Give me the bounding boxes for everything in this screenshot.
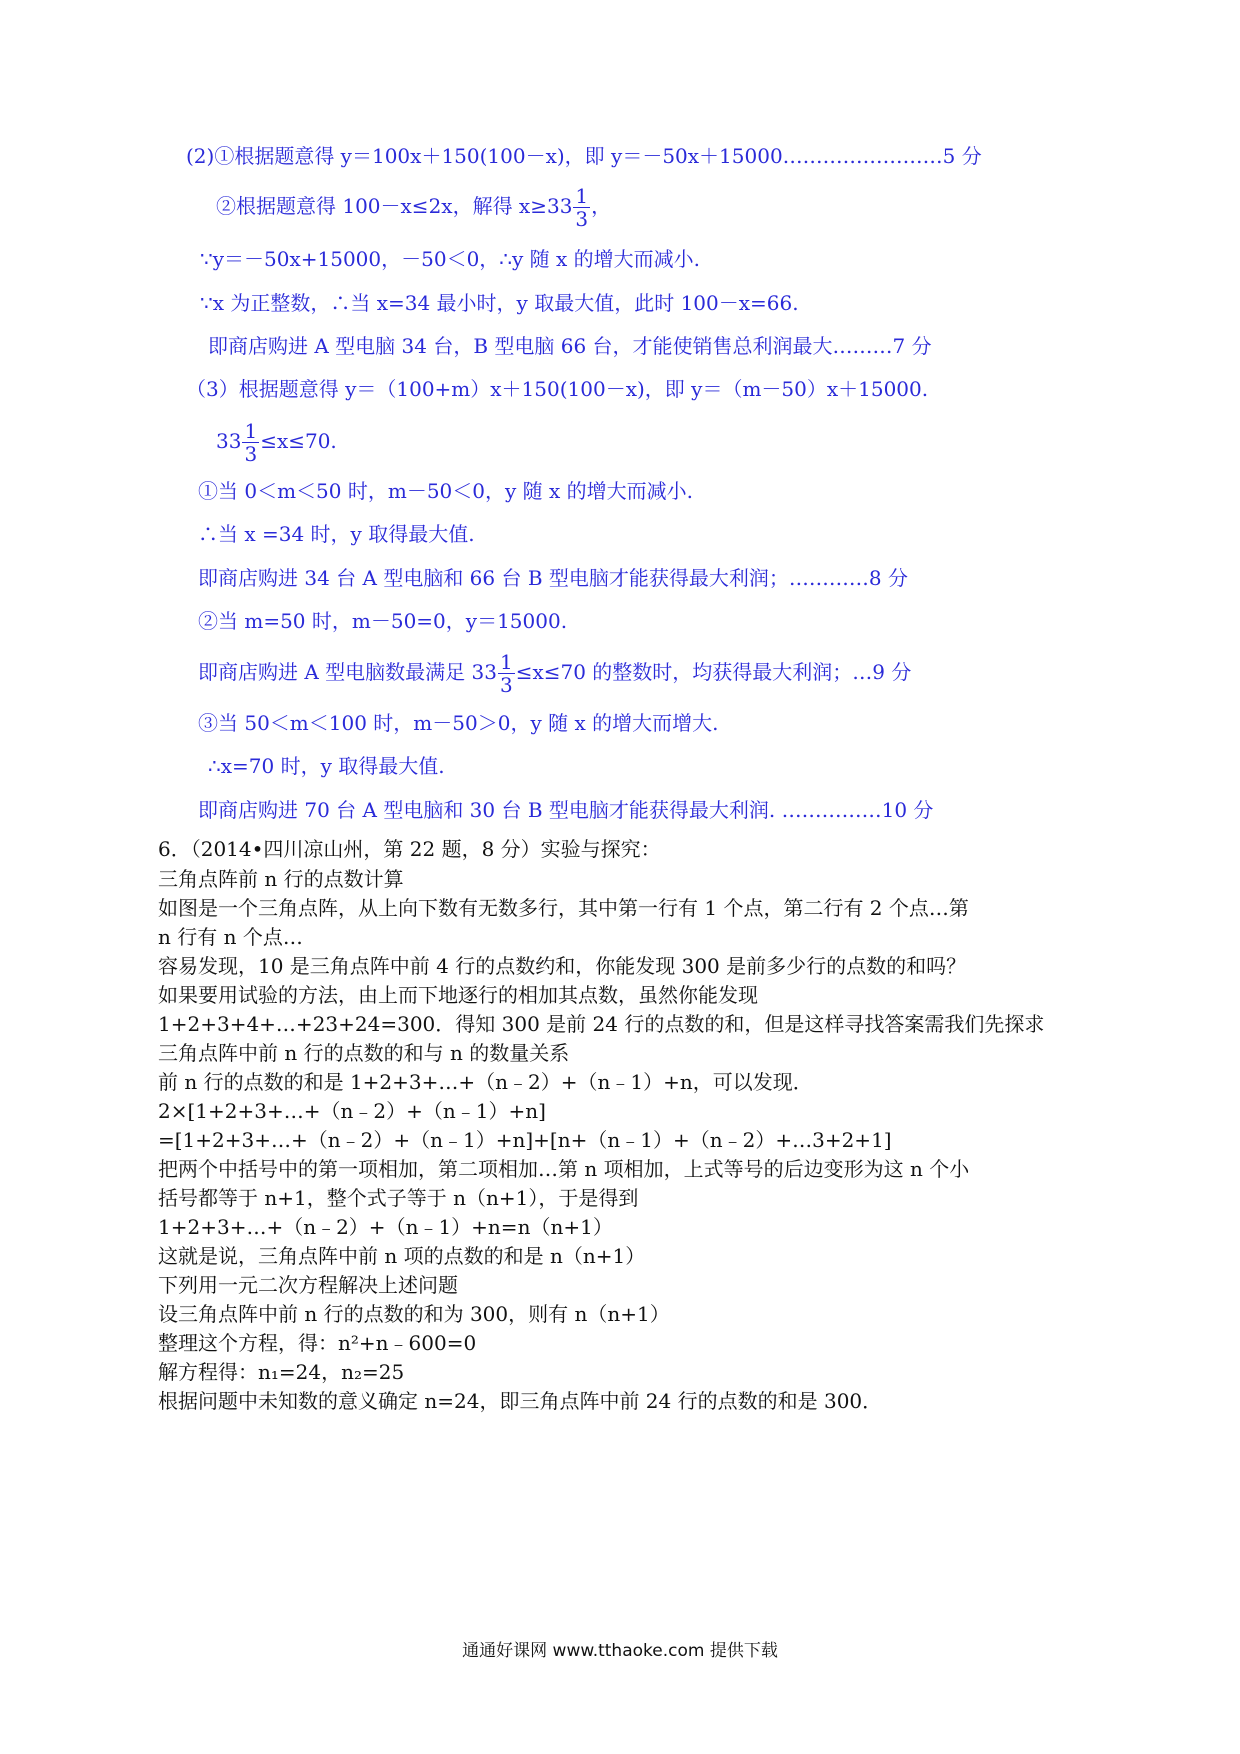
text-after-fraction: ≤x≤70. — [260, 429, 337, 453]
text-after-fraction: ≤x≤70 的整数时，均获得最大利润；…9 分 — [515, 660, 912, 684]
solution-line-fraction — [216, 183, 611, 230]
footer-text: 通通好课网 www.tthaoke.com 提供下载 — [462, 1641, 778, 1661]
problem-text-line: =[1+2+3+…+（n﹣2）+（n﹣1）+n]+[n+（n﹣1）+（n﹣2）+…3+2+1] — [158, 1128, 892, 1152]
solution-line: 即商店购进 34 台 A 型电脑和 66 台 B 型电脑才能获得最大利润；…………8 分 — [198, 566, 908, 590]
text-before-fraction: 33 — [216, 429, 242, 453]
problem-text-line: 设三角点阵中前 n 行的点数的和为 300，则有 n（n+1） — [158, 1302, 670, 1326]
solution-line: ③当 50＜m＜100 时，m－50＞0，y 随 x 的增大而增大. — [198, 711, 719, 735]
solution-line: ②当 m=50 时，m－50=0，y＝15000. — [198, 609, 568, 633]
fraction-denominator: 3 — [499, 673, 513, 697]
fraction-denominator: 3 — [575, 207, 589, 231]
solution-line: ∵x 为正整数，∴当 x=34 最小时，y 取最大值，此时 100－x=66. — [200, 291, 799, 315]
solution-line: (2)①根据题意得 y＝100x＋150(100－x)，即 y＝－50x＋15000……………………5 分 — [186, 144, 982, 168]
problem-text-line: 如图是一个三角点阵，从上向下数有无数多行，其中第一行有 1 个点，第二行有 2 个点…第 — [158, 896, 969, 920]
problem-text-line: 解方程得：n₁=24，n₂=25 — [158, 1360, 405, 1384]
problem-text-line: 如果要用试验的方法，由上而下地逐行的相加其点数，虽然你能发现 — [158, 983, 758, 1007]
solution-line: （3）根据题意得 y＝（100+m）x＋150(100－x)，即 y＝（m－50）x＋15000. — [186, 377, 929, 401]
problem-text-line: 把两个中括号中的第一项相加，第二项相加…第 n 项相加，上式等号的后边变形为这 n 个小 — [158, 1157, 970, 1181]
solution-line: ①当 0＜m＜50 时，m－50＜0，y 随 x 的增大而减小. — [198, 479, 693, 503]
problem-text-line: 2×[1+2+3+…+（n﹣2）+（n﹣1）+n] — [158, 1099, 546, 1123]
solution-line: 即商店购进 70 台 A 型电脑和 30 台 B 型电脑才能获得最大利润. ……………10 分 — [198, 798, 934, 822]
solution-line: ∴x=70 时，y 取得最大值. — [208, 754, 445, 778]
problem-text-line: 6．（2014•四川凉山州，第 22 题，8 分）实验与探究： — [158, 837, 661, 861]
problem-text-line: 前 n 行的点数的和是 1+2+3+…+（n﹣2）+（n﹣1）+n，可以发现． — [158, 1070, 813, 1094]
solution-line: 即商店购进 A 型电脑 34 台，B 型电脑 66 台，才能使销售总利润最大………7 分 — [208, 334, 932, 358]
problem-text-line: 1+2+3+4+…+23+24=300．得知 300 是前 24 行的点数的和，但是这样寻找答案需我们先探求 — [158, 1012, 1045, 1036]
fraction — [498, 651, 515, 696]
text-before-fraction: 即商店购进 A 型电脑数最满足 33 — [198, 660, 497, 684]
solution-line: ∵y＝－50x+15000，－50＜0，∴y 随 x 的增大而减小. — [200, 247, 701, 271]
fraction — [242, 420, 259, 465]
problem-text-line: 三角点阵前 n 行的点数计算 — [158, 867, 404, 891]
problem-text-line: 整理这个方程，得：n²+n﹣600=0 — [158, 1331, 477, 1355]
fraction-numerator: 1 — [575, 184, 589, 208]
fraction-denominator: 3 — [244, 442, 258, 466]
solution-line-fraction — [198, 649, 911, 696]
problem-text-line: 1+2+3+…+（n﹣2）+（n﹣1）+n=n（n+1） — [158, 1215, 613, 1239]
fraction-numerator: 1 — [499, 650, 513, 674]
solution-line-fraction — [216, 418, 337, 465]
problem-text-line: 括号都等于 n+1，整个式子等于 n（n+1），于是得到 — [158, 1186, 639, 1210]
problem-text-line: 下列用一元二次方程解决上述问题 — [158, 1273, 458, 1297]
problem-text-line: 三角点阵中前 n 行的点数的和与 n 的数量关系 — [158, 1041, 570, 1065]
fraction-numerator: 1 — [244, 419, 258, 443]
solution-line: ∴当 x =34 时，y 取得最大值. — [198, 522, 475, 546]
text-before-fraction: ②根据题意得 100－x≤2x，解得 x≥33 — [216, 194, 573, 218]
problem-text-line: 根据问题中未知数的意义确定 n=24，即三角点阵中前 24 行的点数的和是 300． — [158, 1389, 883, 1413]
text-after-fraction: ， — [591, 194, 612, 218]
problem-text-line: 这就是说，三角点阵中前 n 项的点数的和是 n（n+1） — [158, 1244, 646, 1268]
problem-text-line: n 行有 n 个点… — [158, 925, 303, 949]
fraction — [573, 185, 590, 230]
problem-text-line: 容易发现，10 是三角点阵中前 4 行的点数约和，你能发现 300 是前多少行的点数的和吗？ — [158, 954, 967, 978]
